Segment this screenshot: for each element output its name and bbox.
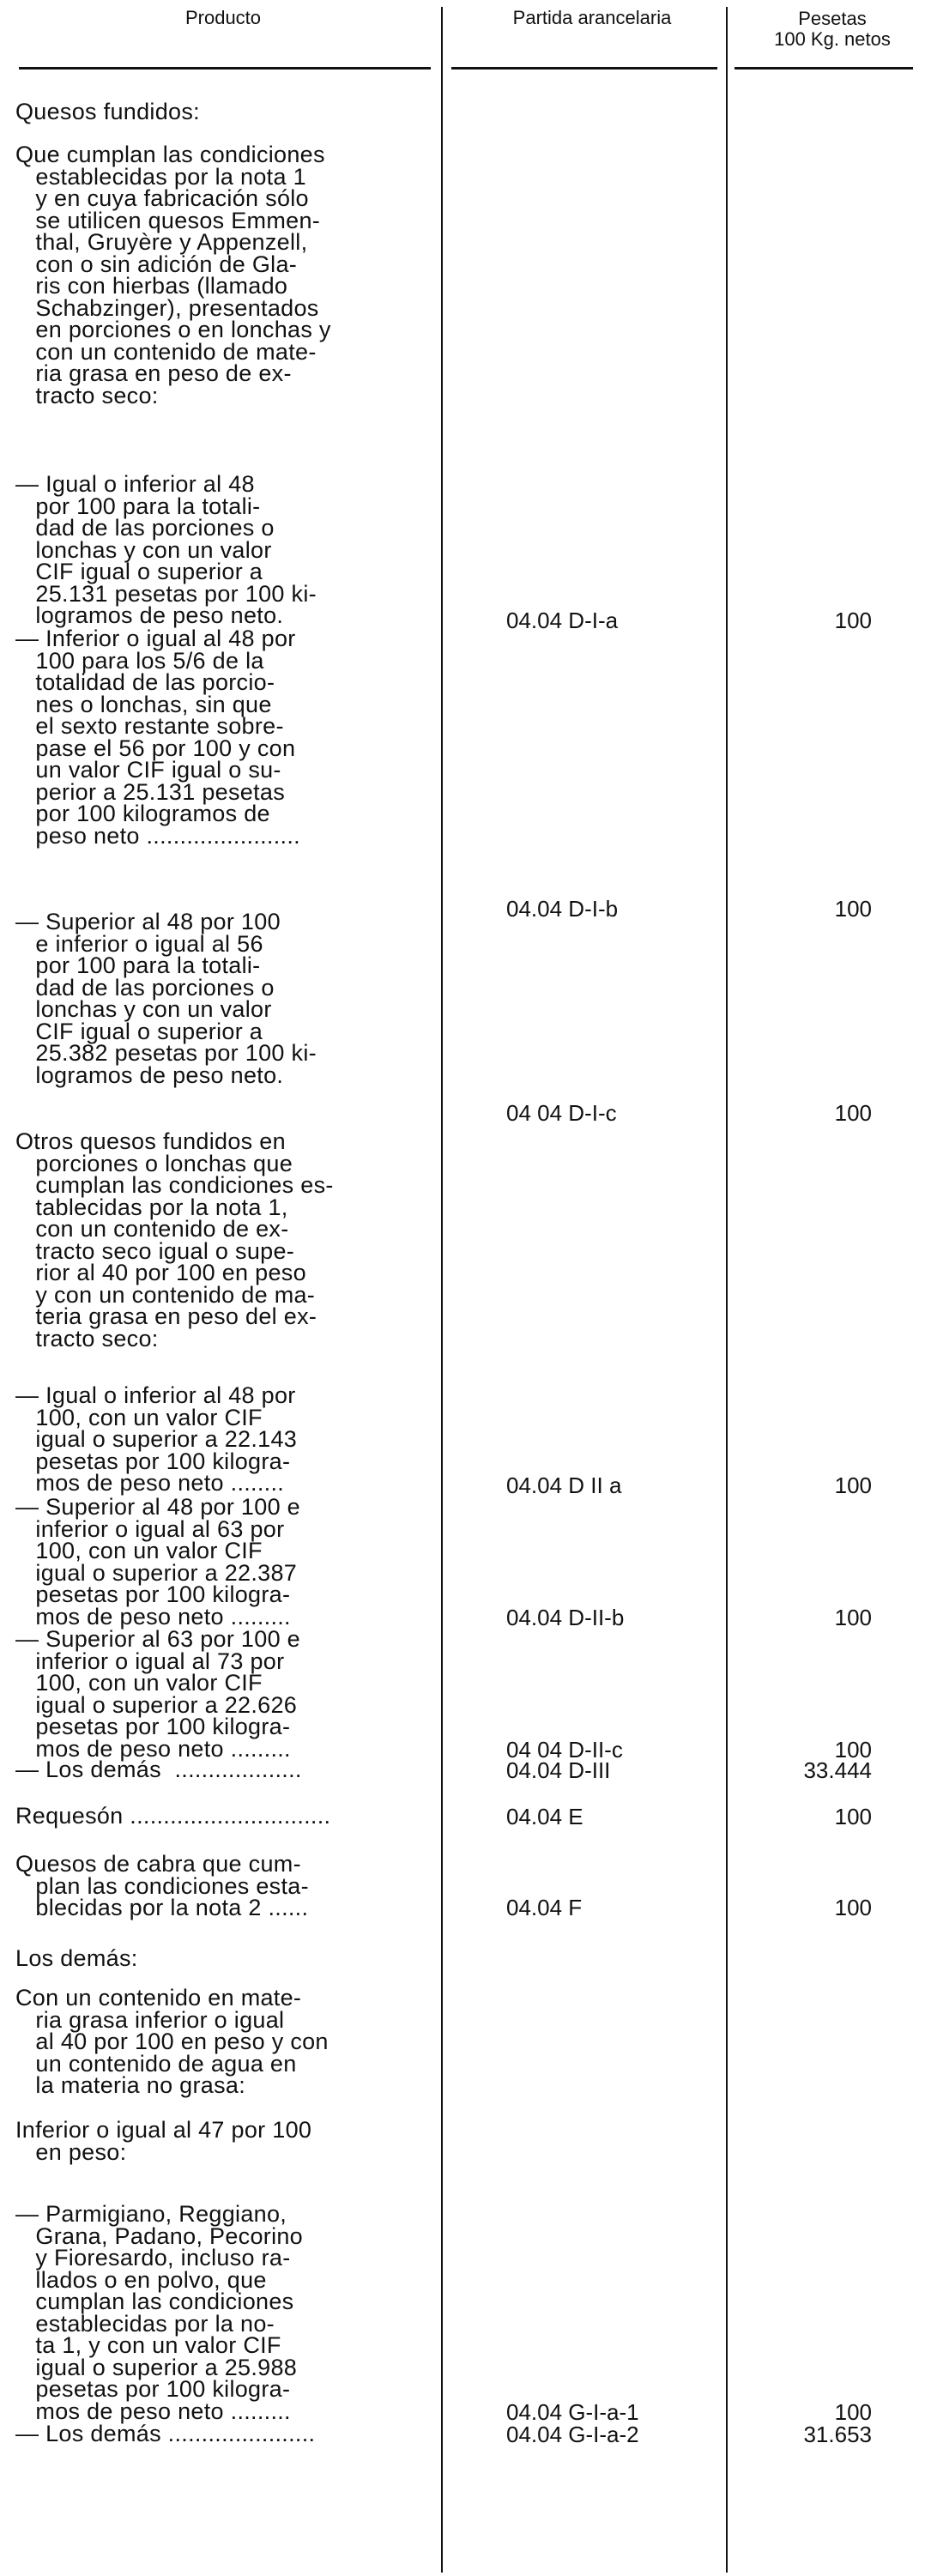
item-d-ii-b-text: — Superior al 48 por 100 e inferior o igual al 63 por 100, con un valor CIF igual o superior a 22.387 pesetas por 100 kilogra- mos de peso neto ......... <box>15 1494 300 1630</box>
item-g-i-a-2-text: — Los demás ...................... <box>15 2421 316 2446</box>
header-price-line2: 100 Kg. netos <box>774 28 891 50</box>
tariff-code: 04.04 F <box>506 1895 583 1920</box>
price-value: 100 <box>834 1605 872 1630</box>
processed-cheese-intro: Que cumplan las condiciones establecidas por la nota 1 y en cuya fabricación sólo se utilicen quesos Emmen- thal, Gruyère y Appenzell, con o sin adición de Gla- ris con hierbas (llamado Schabzinger), presentados en porciones o en lonchas y con un contenido de mate- ria grasa en peso de ex- tracto seco: <box>15 142 331 408</box>
tariff-code: 04.04 D-II-b <box>506 1605 625 1630</box>
price-value: 31.653 <box>803 2422 872 2447</box>
price-value: 100 <box>834 1804 872 1829</box>
tariff-code: 04.04 G-I-a-1 <box>506 2399 639 2425</box>
column-divider-1 <box>441 7 443 2573</box>
tariff-code: 04.04 D-III <box>506 1757 611 1783</box>
tariff-code: 04.04 E <box>506 1804 583 1829</box>
other-processed-cheese-intro: Otros quesos fundidos en porciones o lonchas que cumplan las condiciones es- tablecidas por la nota 1, con un contenido de ex- tracto seco igual o supe- rior al 40 por 100 en peso y con un contenido de ma- teria grasa en peso del ex- tracto seco: <box>15 1128 334 1351</box>
price-value: 100 <box>834 608 872 633</box>
tariff-code: 04 04 D-I-c <box>506 1100 617 1126</box>
price-value: 100 <box>834 1895 872 1920</box>
price-value: 100 <box>834 2399 872 2425</box>
tariff-code: 04.04 D-I-a <box>506 608 619 633</box>
column-divider-2 <box>726 7 728 2573</box>
price-value: 100 <box>834 1737 872 1763</box>
price-value: 100 <box>834 1100 872 1126</box>
header-rule-product <box>19 67 431 70</box>
tariff-code: 04 04 D-II-c <box>506 1737 623 1763</box>
item-d-i-b-text: — Inferior o igual al 48 por 100 para los 5/6 de la totalidad de las porcio- nes o lonchas, sin que el sexto restante sobre- pase el 56 por 100 y con un valor CIF igual o su- perior a 25.131 pesetas por 100 kilogramos de peso neto ....................... <box>15 626 300 849</box>
item-g-i-a-1-text: — Parmigiano, Reggiano, Grana, Padano, Pecorino y Fioresardo, incluso ra- llados o en polvo, que cumplan las condiciones establecidas por la no- ta 1, y con un valor CIF igual o superior a 25.988 pesetas por 100 kilogra- mos de peso neto ......... <box>15 2201 304 2424</box>
item-d-iii-text: — Los demás ................... <box>15 1757 302 1782</box>
tariff-code: 04.04 G-I-a-2 <box>506 2422 639 2447</box>
header-price-line1: Pesetas <box>798 8 867 29</box>
section-title-others: Los demás: <box>15 1945 138 1971</box>
others-intro: Con un contenido en mate- ria grasa inferior o igual al 40 por 100 en peso y con un contenido de agua en la materia no grasa: <box>15 1985 329 2098</box>
header-rule-tariff <box>451 67 717 70</box>
price-value: 33.444 <box>803 1757 872 1783</box>
tariff-code: 04.04 D II a <box>506 1472 622 1498</box>
header-tariff: Partida arancelaria <box>512 7 672 28</box>
header-product: Producto <box>184 7 262 28</box>
item-d-i-a-text: — Igual o inferior al 48 por 100 para la totali- dad de las porciones o lonchas y con un valor CIF igual o superior a 25.131 pesetas por 100 ki- logramos de peso neto. <box>15 471 317 628</box>
section-title-processed-cheese: Quesos fundidos: <box>15 99 200 124</box>
price-value: 100 <box>834 1472 872 1498</box>
price-value: 100 <box>834 896 872 922</box>
item-d-i-c-text: — Superior al 48 por 100 e inferior o igual al 56 por 100 para la totali- dad de las porciones o lonchas y con un valor CIF igual o superior a 25.382 pesetas por 100 ki- logramos de peso neto. <box>15 909 317 1088</box>
item-goat-cheese-text: Quesos de cabra que cum- plan las condiciones esta- blecidas por la nota 2 ...... <box>15 1851 309 1920</box>
header-rule-price <box>735 67 913 70</box>
item-d-ii-c-text: — Superior al 63 por 100 e inferior o igual al 73 por 100, con un valor CIF igual o superior a 22.626 pesetas por 100 kilogra- mos de peso neto ......... <box>15 1626 300 1762</box>
tariff-code: 04.04 D-I-b <box>506 896 619 922</box>
others-subheading: Inferior o igual al 47 por 100 en peso: <box>15 2117 312 2165</box>
item-requeson-text: Requesón .............................. <box>15 1803 331 1829</box>
item-d-ii-a-text: — Igual o inferior al 48 por 100, con un valor CIF igual o superior a 22.143 pesetas por 100 kilogra- mos de peso neto ........ <box>15 1382 298 1496</box>
